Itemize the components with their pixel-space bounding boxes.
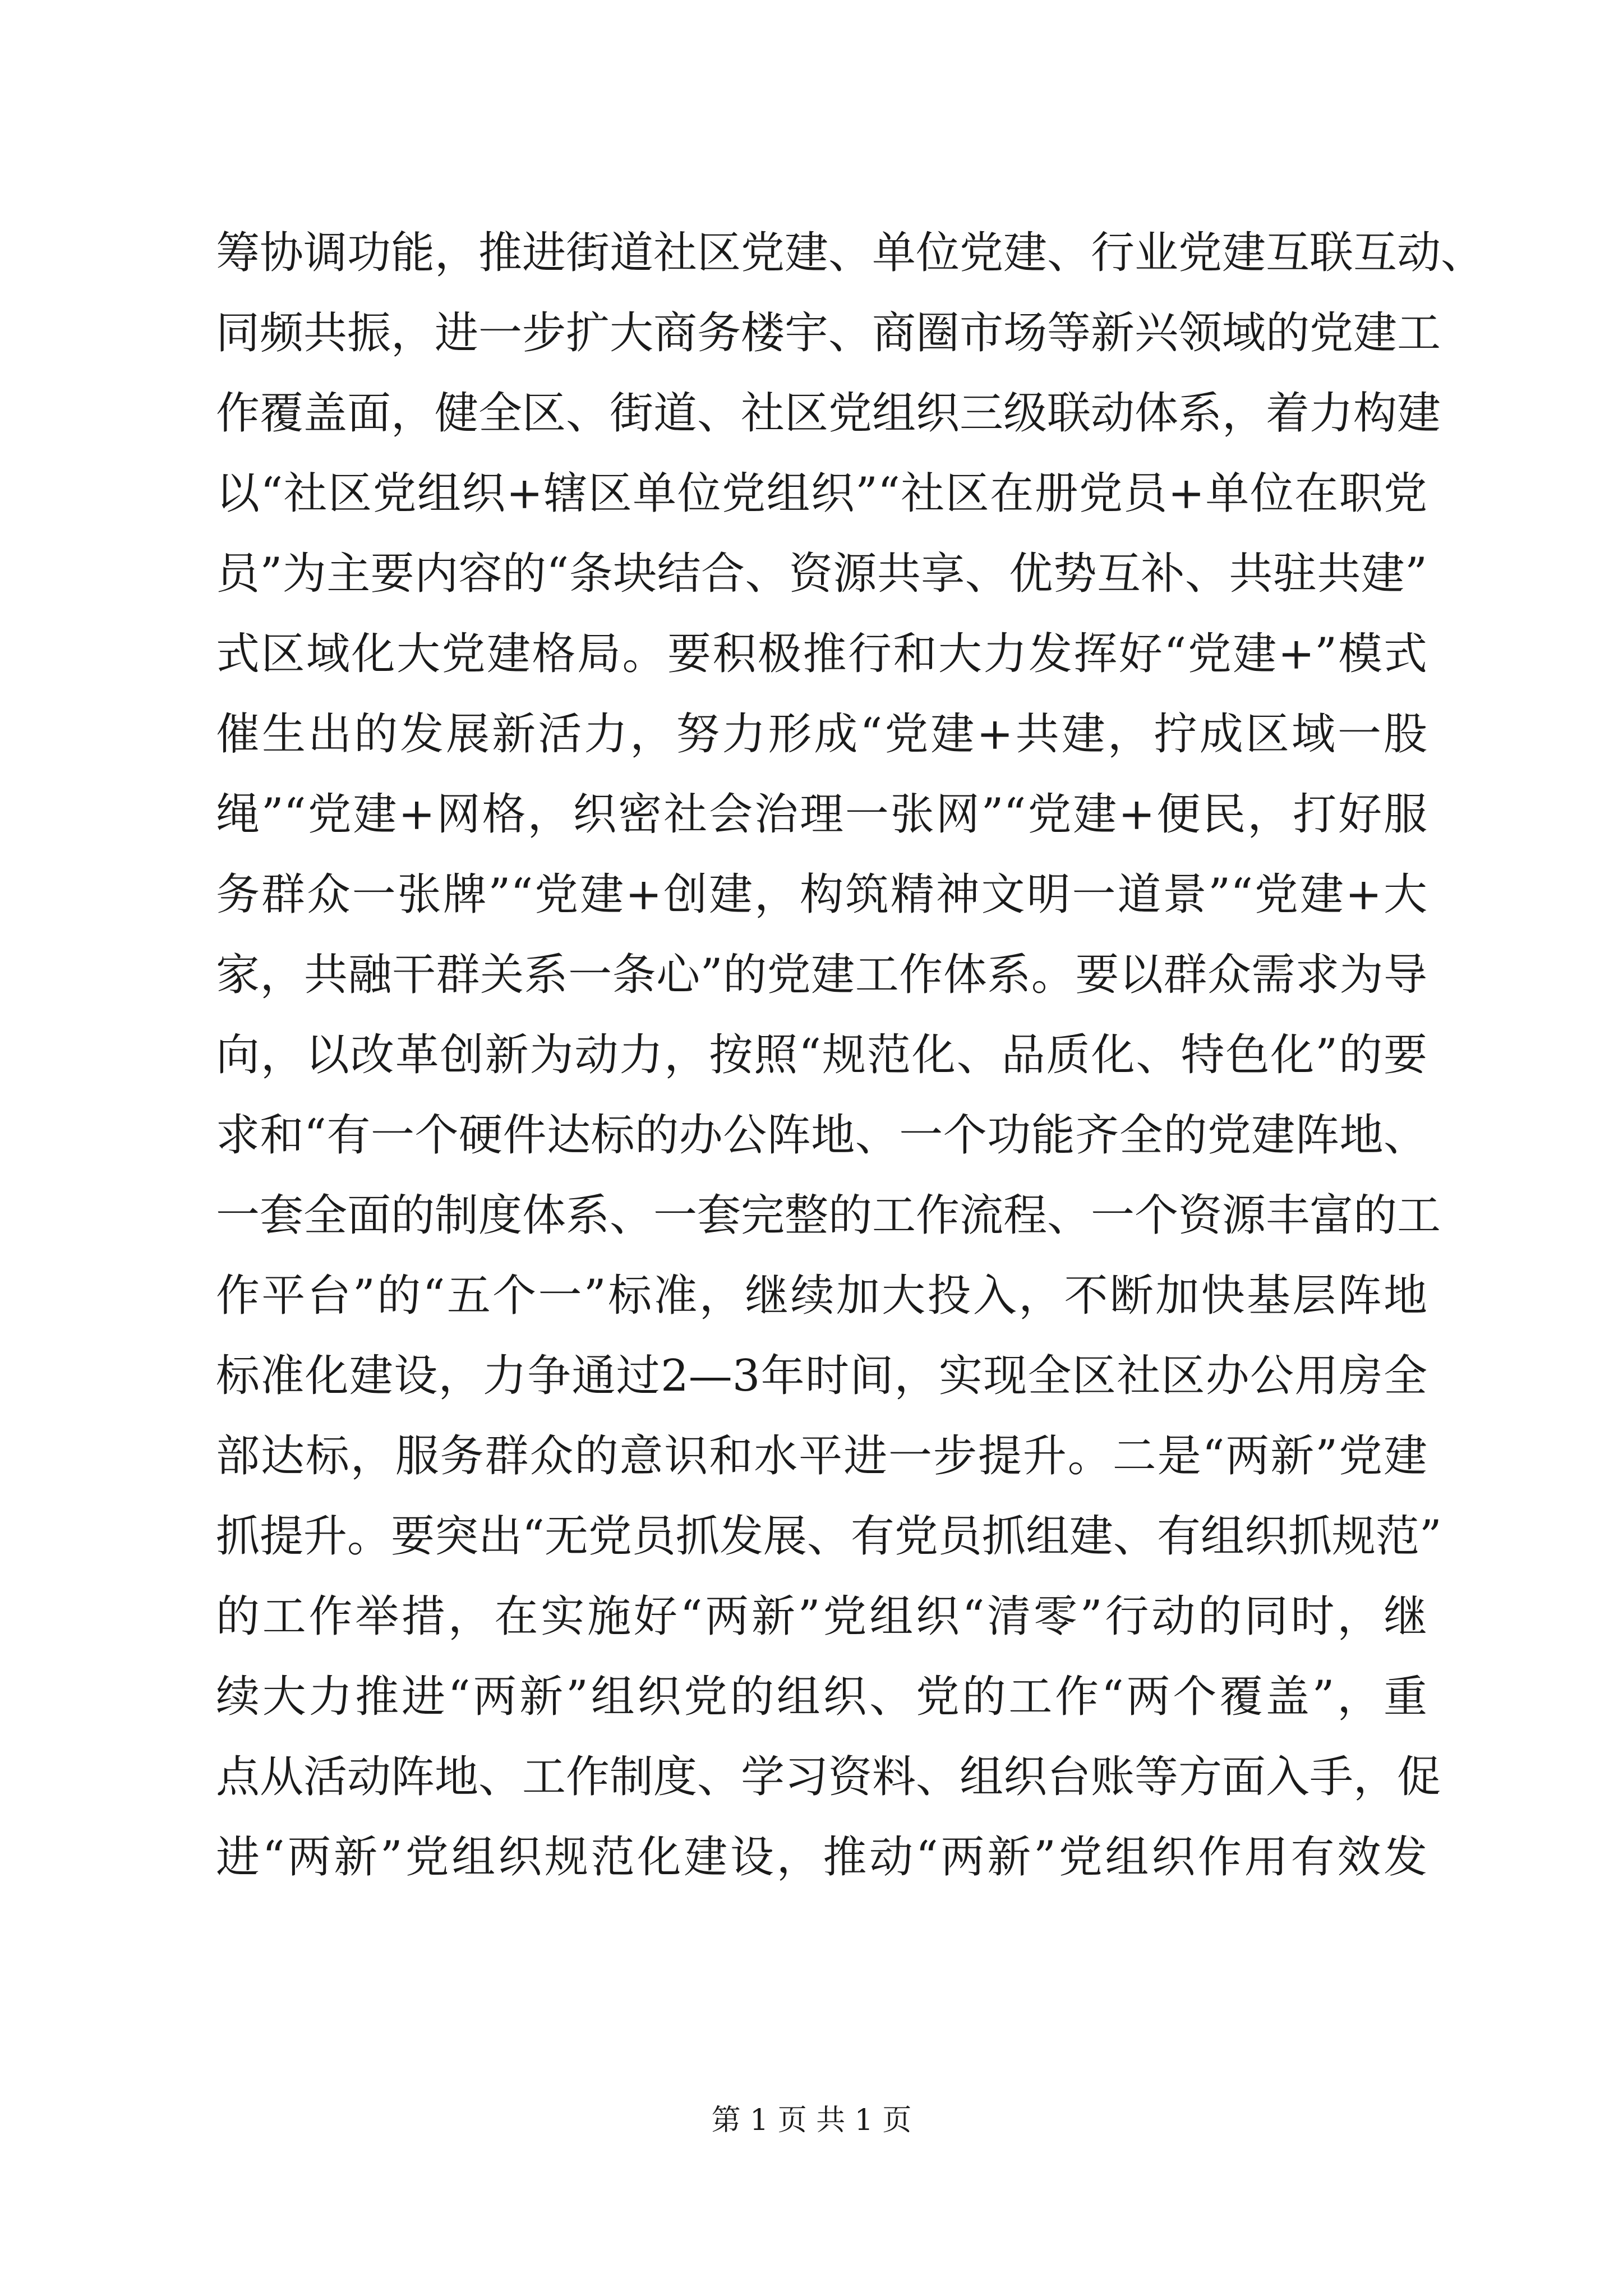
text-line: 求和“有一个硬件达标的办公阵地、一个功能齐全的党建阵地、 <box>216 1110 1427 1161</box>
text-line: 员”为主要内容的“条块结合、资源共享、优势互补、共驻共建” <box>216 549 1427 599</box>
text-line: 式区域化大党建格局。要积极推行和大力发挥好“党建+”模式 <box>216 629 1427 679</box>
text-line: 部达标，服务群众的意识和水平进一步提升。二是“两新”党建 <box>216 1431 1427 1481</box>
page-number-footer: 第 1 页 共 1 页 <box>711 2104 912 2137</box>
text-line: 抓提升。要突出“无党员抓发展、有党员抓组建、有组织抓规范” <box>216 1511 1442 1562</box>
text-line: 以“社区党组织+辖区单位党组织”“社区在册党员+单位在职党 <box>216 468 1427 519</box>
text-line: 催生出的发展新活力，努力形成“党建+共建，拧成区域一股 <box>216 709 1427 760</box>
text-line: 务群众一张牌”“党建+创建，构筑精神文明一道景”“党建+大 <box>216 869 1427 920</box>
text-line: 同频共振，进一步扩大商务楼宇、商圈市场等新兴领域的党建工 <box>216 308 1441 358</box>
text-line: 筹协调功能，推进街道社区党建、单位党建、行业党建互联互动、 <box>216 228 1485 278</box>
text-line: 进“两新”党组织规范化建设，推动“两新”党组织作用有效发 <box>216 1832 1427 1883</box>
text-line: 标准化建设，力争通过2—3年时间，实现全区社区办公用房全 <box>216 1351 1427 1401</box>
text-line: 的工作举措，在实施好“两新”党组织“清零”行动的同时，继 <box>216 1591 1427 1642</box>
text-line: 向，以改革创新为动力，按照“规范化、品质化、特色化”的要 <box>216 1030 1427 1080</box>
text-line: 家，共融干群关系一条心”的党建工作体系。要以群众需求为导 <box>216 950 1427 1000</box>
text-line: 作覆盖面，健全区、街道、社区党组织三级联动体系，着力构建 <box>216 388 1441 439</box>
text-line: 作平台”的“五个一”标准，继续加大投入，不断加快基层阵地 <box>216 1271 1427 1321</box>
text-line: 续大力推进“两新”组织党的组织、党的工作“两个覆盖”，重 <box>216 1672 1427 1722</box>
text-line: 点从活动阵地、工作制度、学习资料、组织台账等方面入手，促 <box>216 1752 1441 1802</box>
text-line: 一套全面的制度体系、一套完整的工作流程、一个资源丰富的工 <box>216 1190 1441 1241</box>
body-paragraph <box>216 213 1485 1898</box>
text-line: 绳”“党建+网格，织密社会治理一张网”“党建+便民，打好服 <box>216 789 1427 840</box>
